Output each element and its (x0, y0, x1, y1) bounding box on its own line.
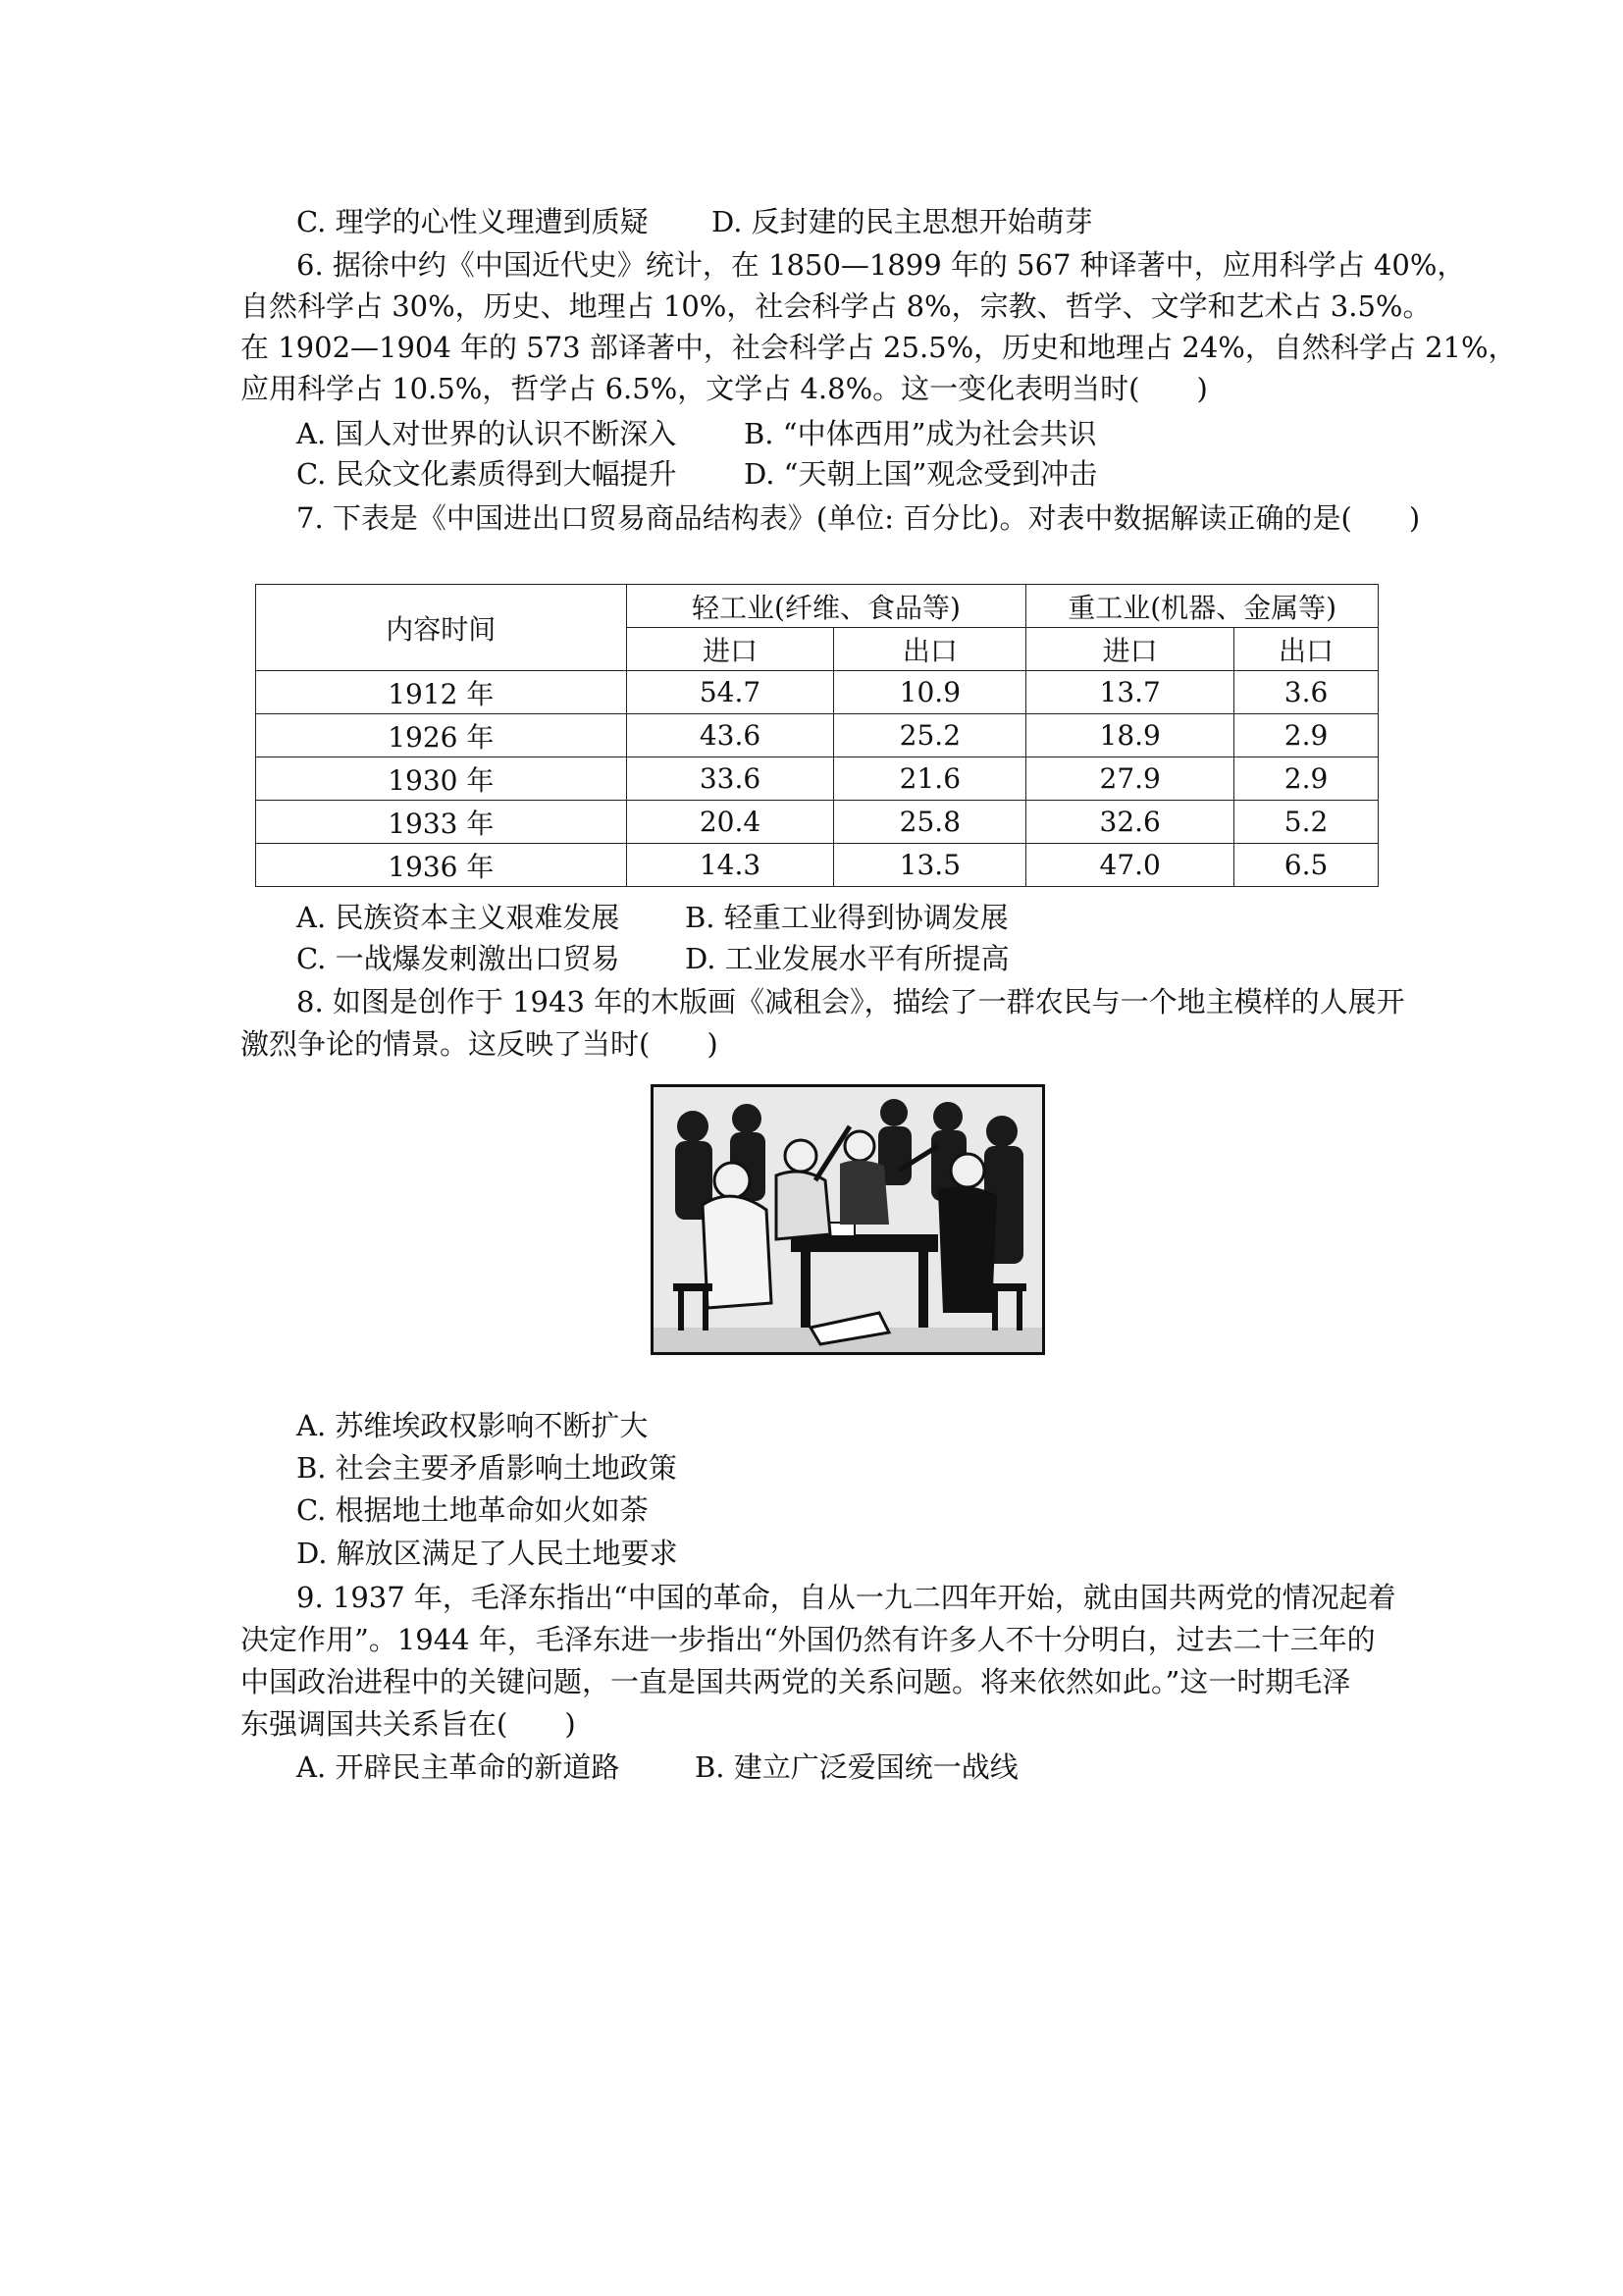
value-cell: 25.2 (834, 714, 1026, 757)
q6-option-b[interactable]: B. “中体西用”成为社会共识 (744, 417, 1097, 450)
q9-stem-line-4: 东强调国共关系旨在( ) (240, 1707, 576, 1741)
light-import-header: 进口 (626, 628, 834, 671)
q9-stem-line-2: 决定作用”。1944 年，毛泽东进一步指出“外国仍然有许多人不十分明白，过去二十三年的 (240, 1623, 1376, 1656)
q6-option-c[interactable]: C. 民众文化素质得到大幅提升 (296, 457, 677, 491)
table-row (256, 801, 1379, 844)
value-cell: 47.0 (1026, 844, 1234, 887)
heavy-export-header: 出口 (1234, 628, 1379, 671)
q7-option-c[interactable]: C. 一战爆发刺激出口贸易 (296, 942, 620, 975)
value-cell: 10.9 (834, 671, 1026, 714)
year-cell: 1936 年 (256, 844, 627, 887)
light-export-header: 出口 (834, 628, 1026, 671)
q7-option-b[interactable]: B. 轻重工业得到协调发展 (685, 901, 1009, 934)
q8-option-a[interactable]: A. 苏维埃政权影响不断扩大 (296, 1409, 649, 1442)
year-cell: 1930 年 (256, 757, 627, 801)
value-cell: 20.4 (626, 801, 834, 844)
q6-stem-line-4: 应用科学占 10.5%，哲学占 6.5%，文学占 4.8%。这一变化表明当时( ) (240, 372, 1208, 405)
heavy-industry-header: 重工业(机器、金属等) (1026, 585, 1379, 628)
q8-option-d[interactable]: D. 解放区满足了人民土地要求 (296, 1537, 678, 1570)
value-cell: 14.3 (626, 844, 834, 887)
value-cell: 54.7 (626, 671, 834, 714)
q8-option-b[interactable]: B. 社会主要矛盾影响土地政策 (296, 1451, 677, 1485)
year-cell: 1912 年 (256, 671, 627, 714)
value-cell: 18.9 (1026, 714, 1234, 757)
table-corner-header: 内容时间 (256, 585, 627, 671)
value-cell: 43.6 (626, 714, 834, 757)
table-row (256, 714, 1379, 757)
value-cell: 32.6 (1026, 801, 1234, 844)
heavy-import-header: 进口 (1026, 628, 1234, 671)
q9-stem-line-1: 9. 1937 年，毛泽东指出“中国的革命，自从一九二四年开始，就由国共两党的情况起着 (296, 1581, 1396, 1614)
value-cell: 3.6 (1234, 671, 1379, 714)
value-cell: 2.9 (1234, 714, 1379, 757)
table-row (256, 671, 1379, 714)
table-row (256, 757, 1379, 801)
q5-option-d[interactable]: D. 反封建的民主思想开始萌芽 (711, 205, 1093, 238)
q8-stem-line-1: 8. 如图是创作于 1943 年的木版画《减租会》，描绘了一群农民与一个地主模样的人展开 (296, 985, 1405, 1018)
q7-option-d[interactable]: D. 工业发展水平有所提高 (685, 942, 1010, 975)
value-cell: 21.6 (834, 757, 1026, 801)
value-cell: 13.5 (834, 844, 1026, 887)
q6-option-a[interactable]: A. 国人对世界的认识不断深入 (296, 417, 677, 450)
q7-stem: 7. 下表是《中国进出口贸易商品结构表》(单位: 百分比)。对表中数据解读正确的是( ) (296, 501, 1421, 535)
value-cell: 25.8 (834, 801, 1026, 844)
value-cell: 2.9 (1234, 757, 1379, 801)
q6-option-d[interactable]: D. “天朝上国”观念受到冲击 (744, 457, 1098, 491)
value-cell: 27.9 (1026, 757, 1234, 801)
value-cell: 6.5 (1234, 844, 1379, 887)
year-cell: 1926 年 (256, 714, 627, 757)
value-cell: 5.2 (1234, 801, 1379, 844)
table-row (256, 844, 1379, 887)
year-cell: 1933 年 (256, 801, 627, 844)
woodcut-rent-reduction-image (651, 1084, 1045, 1355)
q5-option-c[interactable]: C. 理学的心性义理遭到质疑 (296, 205, 649, 238)
trade-structure-table (255, 584, 1379, 887)
value-cell: 33.6 (626, 757, 834, 801)
q8-stem-line-2: 激烈争论的情景。这反映了当时( ) (240, 1027, 718, 1061)
light-industry-header: 轻工业(纤维、食品等) (626, 585, 1026, 628)
q8-option-c[interactable]: C. 根据地土地革命如火如荼 (296, 1493, 649, 1527)
q6-stem-line-2: 自然科学占 30%，历史、地理占 10%，社会科学占 8%，宗教、哲学、文学和艺术占 3.5%。 (240, 289, 1432, 323)
value-cell: 13.7 (1026, 671, 1234, 714)
q9-stem-line-3: 中国政治进程中的关键问题，一直是国共两党的关系问题。将来依然如此。”这一时期毛泽 (240, 1665, 1351, 1698)
q6-stem-line-1: 6. 据徐中约《中国近代史》统计，在 1850—1899 年的 567 种译著中，应用科学占 40%， (296, 248, 1466, 282)
q9-option-a[interactable]: A. 开辟民主革命的新道路 (296, 1750, 620, 1784)
q9-option-b[interactable]: B. 建立广泛爱国统一战线 (695, 1750, 1019, 1784)
q7-option-a[interactable]: A. 民族资本主义艰难发展 (296, 901, 620, 934)
q6-stem-line-3: 在 1902—1904 年的 573 部译著中，社会科学占 25.5%，历史和地理占 24%，自然科学占 21%， (240, 331, 1517, 364)
